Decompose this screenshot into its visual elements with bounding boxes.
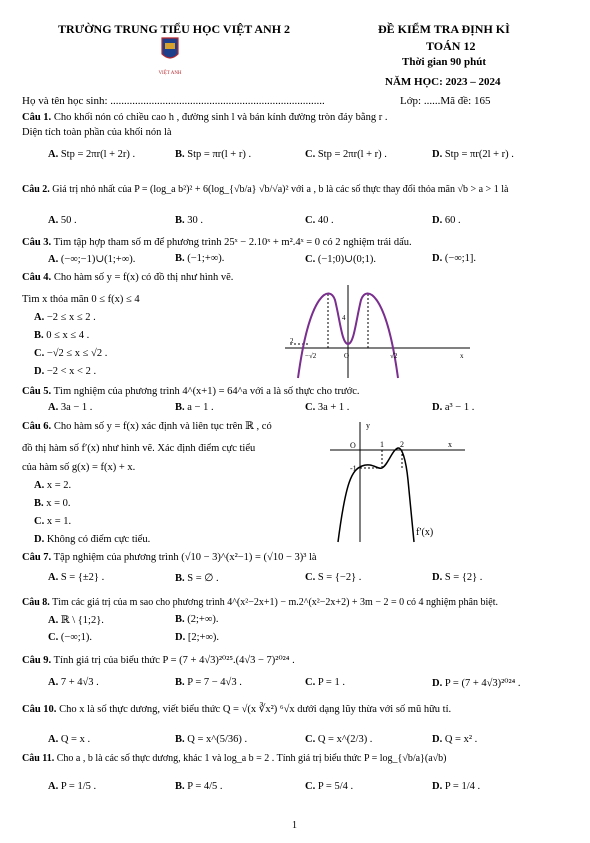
q6-graph bbox=[330, 420, 470, 545]
question-11: Câu 11. Cho a , b là các số thực dương, khác 1 và log_a b = 2 . Tính giá trị biểu thức P = log_{√b/a}(a√b) bbox=[22, 753, 447, 764]
q6-option-d[interactable]: D. Không có điểm cực tiểu. bbox=[34, 534, 151, 545]
question-2: Câu 2. Giá trị nhỏ nhất của P = (log_a b²)² + 6(log_{√b/a} √b/√a)² với a , b là các số thực thay đổi thỏa mãn √b > a > 1 là bbox=[22, 184, 509, 195]
q10-option-a[interactable]: A. Q = x . bbox=[48, 734, 91, 745]
q8-option-c[interactable]: C. (−∞;1). bbox=[48, 632, 93, 643]
question-3: Câu 3. Tìm tập hợp tham số m để phương trình 25ˣ − 2.10ˣ + m².4ˣ = 0 có 2 nghiệm trái dấu. bbox=[22, 237, 412, 248]
question-text: Cho khối nón có chiều cao h , đường sinh l và bán kính đường tròn đáy bằng r . bbox=[53, 112, 388, 123]
q3-option-d[interactable]: D. (−∞;1]. bbox=[432, 253, 477, 264]
q3-option-c[interactable]: C. (−1;0)∪(0;1). bbox=[305, 254, 377, 265]
page-number: 1 bbox=[292, 820, 297, 831]
graph-x-label: x bbox=[460, 352, 464, 360]
school-year: NĂM HỌC: 2023 – 2024 bbox=[385, 76, 501, 88]
q11-option-a[interactable]: A. P = 1/5 . bbox=[48, 781, 97, 792]
q3-option-b[interactable]: B. (−1;+∞). bbox=[175, 253, 225, 264]
graph-x-label: x bbox=[448, 440, 452, 449]
q10-option-c[interactable]: C. Q = x^(2/3) . bbox=[305, 734, 373, 745]
q2-option-a[interactable]: A. 50 . bbox=[48, 215, 77, 226]
school-name: TRƯỜNG TRUNG TIỂU HỌC VIỆT ANH 2 bbox=[58, 22, 291, 36]
question-6-text2: đồ thị hàm số f′(x) như hình vẽ. Xác định điểm cực tiểu bbox=[22, 443, 256, 454]
q5-option-a[interactable]: A. 3a − 1 . bbox=[48, 402, 93, 413]
q6-option-a[interactable]: A. x = 2. bbox=[34, 480, 72, 491]
q8-option-b[interactable]: B. (2;+∞). bbox=[175, 614, 219, 625]
question-8: Câu 8. Tìm các giá trị của m sao cho phương trình 4^(x²−2x+1) − m.2^(x²−2x+2) + 3m − 2 = 0 có 4 nghiệm phân biệt. bbox=[22, 597, 498, 608]
q9-option-b[interactable]: B. P = 7 − 4√3 . bbox=[175, 677, 242, 688]
q1-option-a[interactable]: A. Stp = 2πr(l + 2r) . bbox=[48, 149, 136, 160]
q3-option-a[interactable]: A. (−∞;−1)∪(1;+∞). bbox=[48, 254, 136, 265]
q11-option-b[interactable]: B. P = 4/5 . bbox=[175, 781, 223, 792]
graph-origin: O bbox=[350, 441, 356, 450]
q4-graph bbox=[280, 280, 475, 380]
q8-option-a[interactable]: A. ℝ \ {1;2}. bbox=[48, 615, 104, 626]
q2-option-c[interactable]: C. 40 . bbox=[305, 215, 334, 226]
graph-tick-1: 1 bbox=[380, 440, 384, 449]
q7-option-a[interactable]: A. S = {±2} . bbox=[48, 572, 105, 583]
graph-y4: 4 bbox=[342, 314, 346, 322]
logo-text: VIỆT ANH bbox=[158, 71, 182, 76]
class-line: Lớp: ......Mã đề: 165 bbox=[400, 95, 491, 107]
school-logo bbox=[140, 36, 200, 80]
question-4: Câu 4. Cho hàm số y = f(x) có đồ thị như hình vẽ. bbox=[22, 272, 234, 283]
subject: TOÁN 12 bbox=[426, 39, 476, 53]
question-5: Câu 5. Tìm nghiệm của phương trình 4^(x+1) = 64^a với a là số thực cho trước. bbox=[22, 386, 360, 397]
q4-option-d[interactable]: D. −2 < x < 2 . bbox=[34, 366, 97, 377]
q5-option-d[interactable]: D. a³ − 1 . bbox=[432, 402, 475, 413]
q7-option-c[interactable]: C. S = {−2} . bbox=[305, 572, 362, 583]
question-10: Câu 10. Cho x là số thực dương, viết biểu thức Q = √(x ∛x²) ⁶√x dưới dạng lũy thừa với số mũ hữu tỉ. bbox=[22, 704, 452, 715]
q1-option-b[interactable]: B. Stp = πr(l + r) . bbox=[175, 149, 252, 160]
question-label: Câu 1. bbox=[22, 112, 52, 123]
question-6: Câu 6. Cho hàm số y = f(x) xác định và liên tục trên ℝ , có bbox=[22, 421, 272, 432]
graph-y2: 2 bbox=[290, 337, 294, 345]
q6-option-b[interactable]: B. x = 0. bbox=[34, 498, 71, 509]
q9-option-d[interactable]: D. P = (7 + 4√3)²⁰²⁴ . bbox=[432, 678, 521, 689]
exam-title: ĐỀ KIỂM TRA ĐỊNH KÌ bbox=[378, 22, 510, 36]
q4-option-b[interactable]: B. 0 ≤ x ≤ 4 . bbox=[34, 330, 90, 341]
q10-option-d[interactable]: D. Q = x² . bbox=[432, 734, 478, 745]
graph-origin: O bbox=[344, 352, 350, 360]
question-4-text2: Tìm x thỏa mãn 0 ≤ f(x) ≤ 4 bbox=[22, 294, 140, 305]
graph-y-label: y bbox=[366, 421, 370, 430]
q7-option-d[interactable]: D. S = {2} . bbox=[432, 572, 483, 583]
student-name-line: Họ và tên học sinh: .............................................................................. bbox=[22, 95, 325, 107]
q10-option-b[interactable]: B. Q = x^(5/36) . bbox=[175, 734, 248, 745]
question-1-text2: Diện tích toàn phần của khối nón là bbox=[22, 127, 172, 138]
q5-option-c[interactable]: C. 3a + 1 . bbox=[305, 402, 350, 413]
question-7: Câu 7. Tập nghiệm của phương trình (√10 − 3)^(x²−1) = (√10 − 3)³ là bbox=[22, 552, 317, 563]
q9-option-c[interactable]: C. P = 1 . bbox=[305, 677, 345, 688]
graph-xl: −√2 bbox=[305, 352, 317, 360]
graph-tick-m1: -1 bbox=[350, 464, 357, 473]
question-1 bbox=[22, 112, 387, 123]
q8-option-d[interactable]: D. [2;+∞). bbox=[175, 632, 220, 643]
graph-fprime-label: f′(x) bbox=[416, 527, 434, 538]
exam-time: Thời gian 90 phút bbox=[402, 56, 487, 68]
q4-option-a[interactable]: A. −2 ≤ x ≤ 2 . bbox=[34, 312, 96, 323]
q11-option-c[interactable]: C. P = 5/4 . bbox=[305, 781, 354, 792]
q2-option-d[interactable]: D. 60 . bbox=[432, 215, 461, 226]
graph-xr: √2 bbox=[390, 352, 398, 360]
q5-option-b[interactable]: B. a − 1 . bbox=[175, 402, 214, 413]
question-9: Câu 9. Tính giá trị của biểu thức P = (7 + 4√3)²⁰²⁵.(4√3 − 7)²⁰²⁴ . bbox=[22, 655, 295, 666]
q6-option-c[interactable]: C. x = 1. bbox=[34, 516, 72, 527]
q2-option-b[interactable]: B. 30 . bbox=[175, 215, 204, 226]
q4-option-c[interactable]: C. −√2 ≤ x ≤ √2 . bbox=[34, 348, 108, 359]
q9-option-a[interactable]: A. 7 + 4√3 . bbox=[48, 677, 99, 688]
graph-tick-2: 2 bbox=[400, 440, 404, 449]
q7-option-b[interactable]: B. S = ∅ . bbox=[175, 573, 219, 584]
q1-option-c[interactable]: C. Stp = 2πr(l + r) . bbox=[305, 149, 387, 160]
q1-option-d[interactable]: D. Stp = πr(2l + r) . bbox=[432, 149, 514, 160]
question-6-text3: của hàm số g(x) = f(x) + x. bbox=[22, 462, 136, 473]
q11-option-d[interactable]: D. P = 1/4 . bbox=[432, 781, 481, 792]
